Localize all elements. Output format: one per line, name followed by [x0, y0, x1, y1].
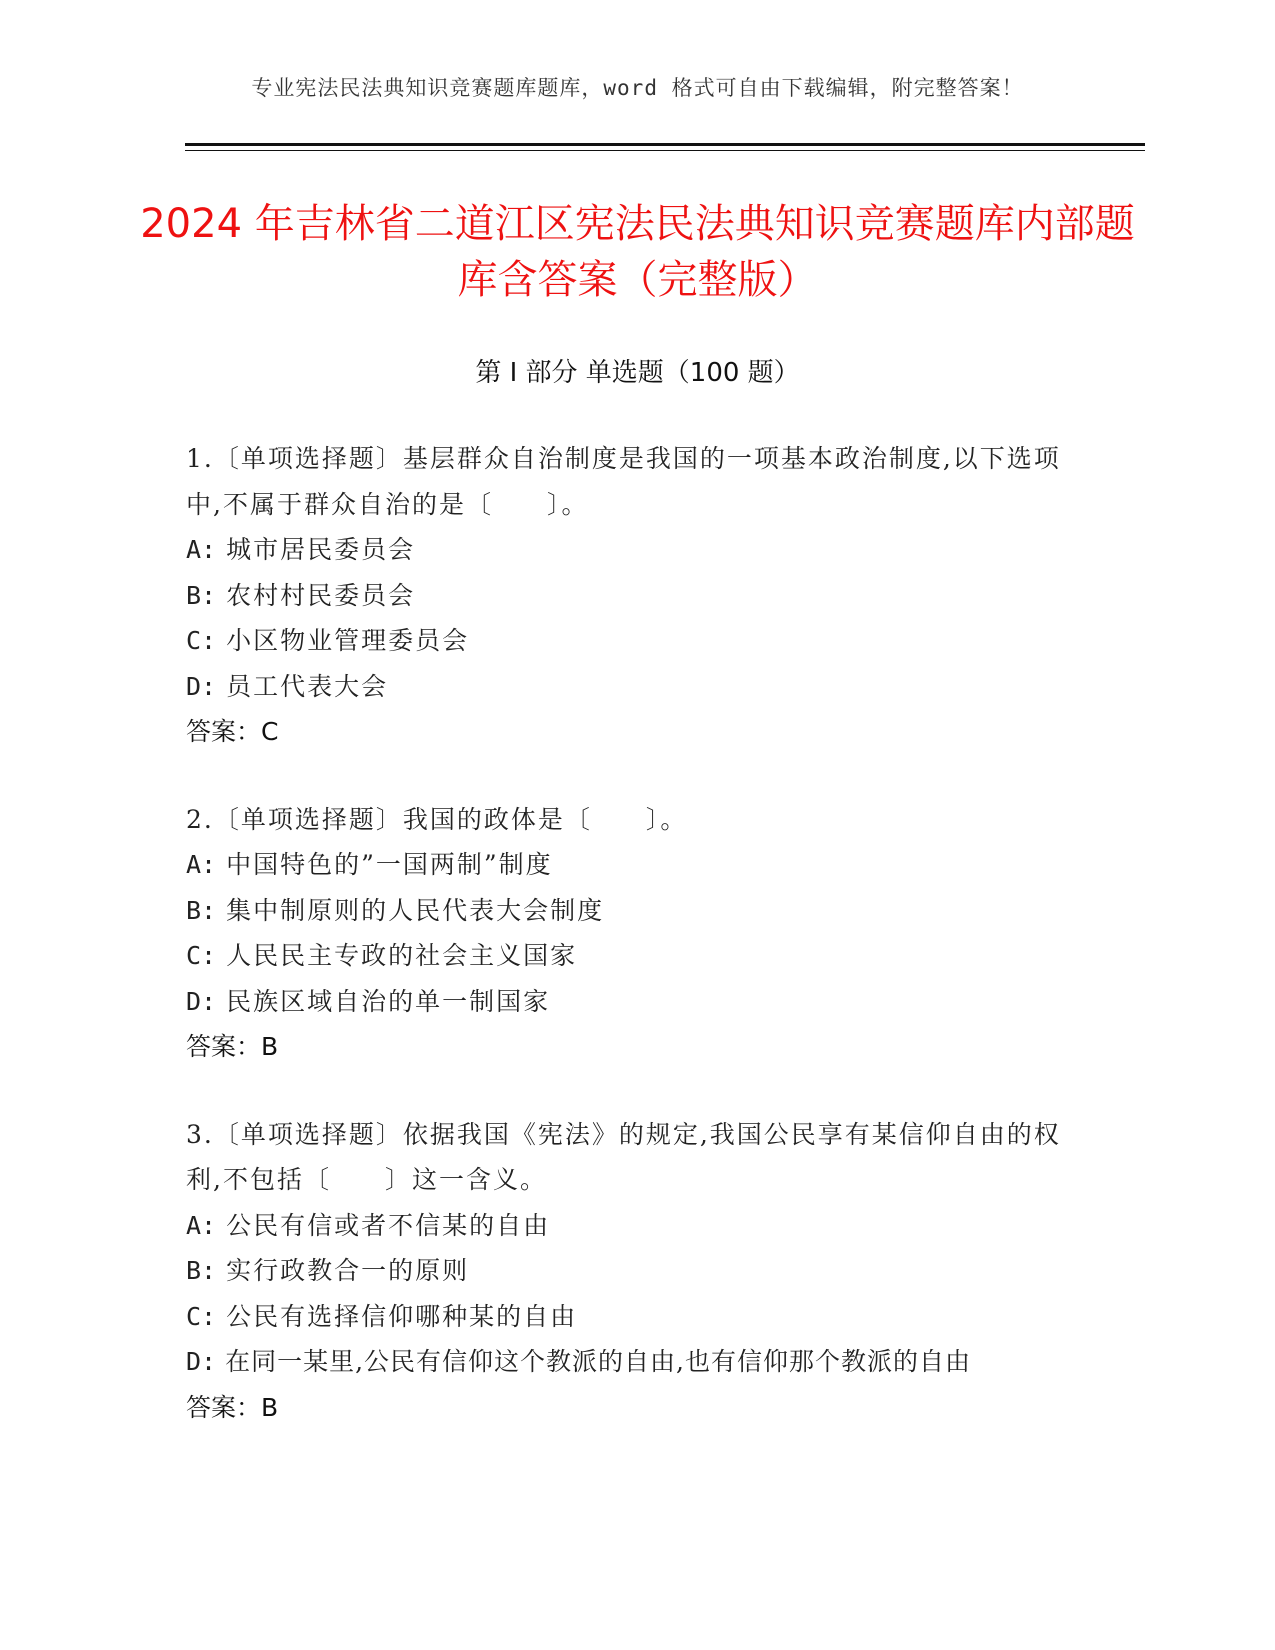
- option-a: [186, 1203, 1066, 1249]
- option-d: [186, 664, 1066, 710]
- option-letter: D:: [186, 986, 217, 1016]
- option-text: 公民有选择信仰哪种某的自由: [226, 1301, 578, 1331]
- option-d: [186, 979, 1066, 1025]
- question-1: [186, 436, 1066, 755]
- option-text: 集中制原则的人民代表大会制度: [226, 895, 605, 925]
- option-letter: C:: [186, 941, 217, 970]
- option-text: 人民民主专政的社会主义国家: [226, 941, 578, 970]
- question-stem: 3.〔单项选择题〕依据我国《宪法》的规定,我国公民享有某信仰自由的权利,不包括〔 〕这一含义。: [186, 1119, 1061, 1194]
- option-text: 实行政教合一的原则: [226, 1256, 470, 1285]
- question-list: [186, 436, 1066, 1472]
- header-rule-thick: [185, 143, 1145, 146]
- option-a: [186, 842, 1066, 888]
- option-letter: B:: [186, 1256, 217, 1285]
- option-text: 城市居民委员会: [226, 535, 416, 564]
- answer-line: 答案：B: [186, 1032, 279, 1061]
- question-2: [186, 797, 1066, 1070]
- option-text: 农村村民委员会: [226, 580, 416, 610]
- option-text: 在同一某里,公民有信仰这个教派的自由,也有信仰那个教派的自由: [225, 1347, 971, 1376]
- option-c: [186, 933, 1066, 979]
- option-a: [186, 527, 1066, 573]
- option-b: [186, 573, 1066, 619]
- option-c: [186, 1294, 1066, 1340]
- option-d: [186, 1339, 1066, 1385]
- option-letter: C:: [186, 626, 217, 655]
- option-b: [186, 1248, 1066, 1294]
- question-3: [186, 1112, 1066, 1431]
- option-letter: A:: [186, 850, 217, 879]
- option-text: 公民有信或者不信某的自由: [226, 1210, 551, 1240]
- header-note: 专业宪法民法典知识竞赛题库题库，word 格式可自由下载编辑，附完整答案！: [251, 76, 1024, 100]
- option-c: [186, 618, 1066, 664]
- question-stem: 2.〔单项选择题〕我国的政体是〔 〕。: [186, 804, 688, 834]
- document-title: 2024 年吉林省二道江区宪法民法典知识竞赛题库内部题库含答案（完整版）: [140, 201, 1135, 303]
- option-letter: D:: [186, 671, 217, 701]
- option-letter: B:: [186, 580, 217, 610]
- option-letter: D:: [186, 1347, 217, 1376]
- option-b: [186, 888, 1066, 934]
- option-letter: A:: [186, 1210, 217, 1240]
- answer-line: 答案：C: [186, 717, 279, 746]
- option-text: 小区物业管理委员会: [226, 626, 470, 655]
- option-letter: A:: [186, 535, 217, 564]
- option-text: 民族区域自治的单一制国家: [226, 986, 551, 1016]
- option-text: 员工代表大会: [226, 671, 389, 701]
- question-stem: 1.〔单项选择题〕基层群众自治制度是我国的一项基本政治制度,以下选项中,不属于群众自治的是〔 〕。: [186, 444, 1061, 519]
- answer-line: 答案：B: [186, 1392, 279, 1422]
- option-letter: B:: [186, 895, 217, 925]
- option-letter: C:: [186, 1301, 217, 1331]
- section-heading: 第 I 部分 单选题（100 题）: [475, 358, 800, 388]
- header-rule-thin: [185, 150, 1145, 151]
- option-text: 中国特色的”一国两制”制度: [226, 850, 553, 879]
